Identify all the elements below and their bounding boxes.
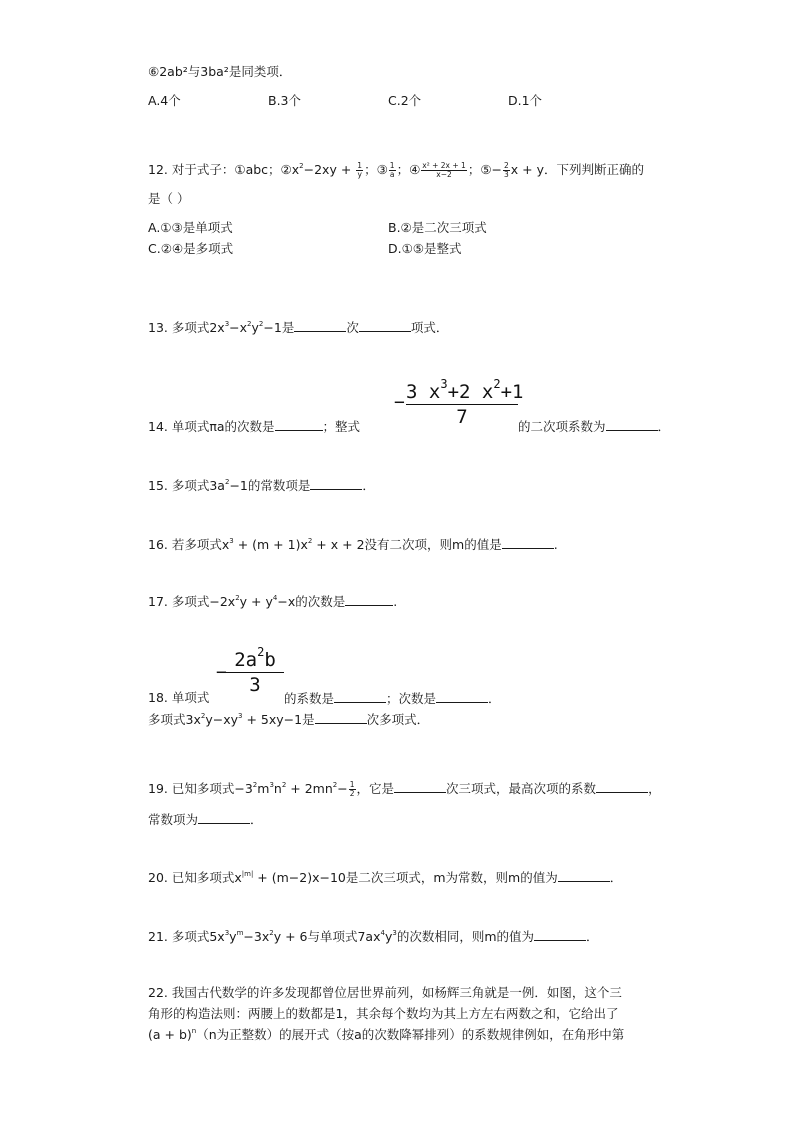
q11-option-b[interactable]: B.3个: [268, 93, 302, 108]
answer-blank[interactable]: [606, 418, 658, 431]
fraction: $\frac{1}{a}$: [389, 161, 395, 179]
q18-tail: 的系数是 ；次数是 ．: [284, 691, 501, 706]
answer-blank[interactable]: [198, 811, 250, 824]
fraction: $\frac{\text{x² + 2x + 1}}{x-2}$: [422, 161, 466, 179]
q11-option-d[interactable]: D.1个: [508, 93, 543, 108]
answer-blank[interactable]: [294, 319, 346, 332]
q19-line2: 常数项为 ．: [148, 812, 263, 827]
answer-blank[interactable]: [596, 780, 648, 793]
fraction: $\frac{2}{3}$: [504, 161, 509, 179]
q22-line3: $(a + b)^n(n$为正整数）的展开式（按a的次数降幂排列）的系数规律例如，在角形中第: [148, 1027, 625, 1042]
q11-option-a[interactable]: A.4个: [148, 93, 181, 108]
answer-blank[interactable]: [315, 711, 367, 724]
answer-blank[interactable]: [310, 477, 362, 490]
q12-option-b[interactable]: B.②是二次三项式: [388, 220, 487, 235]
q11-option-c[interactable]: C.2个: [388, 93, 422, 108]
q18-line2: 多项式$3x^2y-xy^3 + 5xy-1$是 次多项式．: [148, 712, 430, 727]
q14-tail: 的二次项系数为 ．: [518, 419, 671, 434]
answer-blank[interactable]: [558, 869, 610, 882]
fraction: $\frac{1}{y}$: [357, 161, 363, 179]
q14: 14. 单项式πa的次数是 ；整式: [148, 419, 361, 434]
q18-fraction: − $2a^2b$ 3: [226, 649, 284, 696]
answer-blank[interactable]: [534, 928, 586, 941]
q18: 18. 单项式: [148, 690, 210, 705]
q22-line2: 角形的构造法则：两腰上的数都是1，其余每个数均为其上方左右两数之和，它给出了: [148, 1006, 619, 1021]
answer-blank[interactable]: [275, 418, 323, 431]
answer-blank[interactable]: [502, 536, 554, 549]
q12-option-a[interactable]: A.①③是单项式: [148, 220, 233, 235]
q12-stem-line2: 是（ ）: [148, 191, 190, 206]
answer-blank[interactable]: [345, 593, 393, 606]
q19: 19. 已知多项式$-3^2m^3n^2 + 2mn^2-$ $\frac{1}{2}$ ，它是 次三项式，最高次项的系数 ，: [148, 780, 661, 798]
answer-blank[interactable]: [359, 319, 411, 332]
q11-statement-6: ⑥2ab²与3ba²是同类项．: [148, 64, 292, 79]
q12-option-d[interactable]: D.①⑤是整式: [388, 241, 462, 256]
q12-stem: 12. 对于式子：①abc；$②x^2-2xy$ + $\frac{1}{y}$ ；③ $\frac{1}{a}$ ；④ $\frac{\text{x² + 2x + 1}}{x-2}$ ；⑤− $\frac{2}{3}$ x + y．下列判断正确的: [148, 161, 645, 179]
q12-option-c[interactable]: C.②④是多项式: [148, 241, 234, 256]
q15: 15. 多项式$3a^2-1$的常数项是 ．: [148, 478, 375, 493]
q13: 13. 多项式$2x^3-x^2y^2-1$是 次 项式．: [148, 320, 449, 335]
q22-line1: 22. 我国古代数学的许多发现都曾位居世界前列，如杨辉三角就是一例．如图，这个三: [148, 985, 622, 1000]
answer-blank[interactable]: [334, 690, 386, 703]
q14-fraction: − 3 $x^3+2$ $x^2+1$ 7: [394, 377, 524, 428]
fraction: $\frac{1}{2}$: [349, 780, 355, 798]
q21: 21. 多项式$5x^3y^m-3x^2y + 6$与单项式$7ax^4y^3$的次数相同，则m的值为 ．: [148, 929, 599, 944]
q17: 17. 多项式$-2x^2y + y^4-x$的次数是 .: [148, 594, 398, 609]
answer-blank[interactable]: [394, 780, 446, 793]
answer-blank[interactable]: [436, 690, 488, 703]
q20: 20. 已知多项式$x^{|m|} + (m-2)x-10$是二次三项式，m为常数，则m的值为 ．: [148, 870, 623, 885]
q16: 16. 若多项式$x^3 + (m + 1)x^2 + x + 2$没有二次项，则m的值是 .: [148, 537, 558, 552]
